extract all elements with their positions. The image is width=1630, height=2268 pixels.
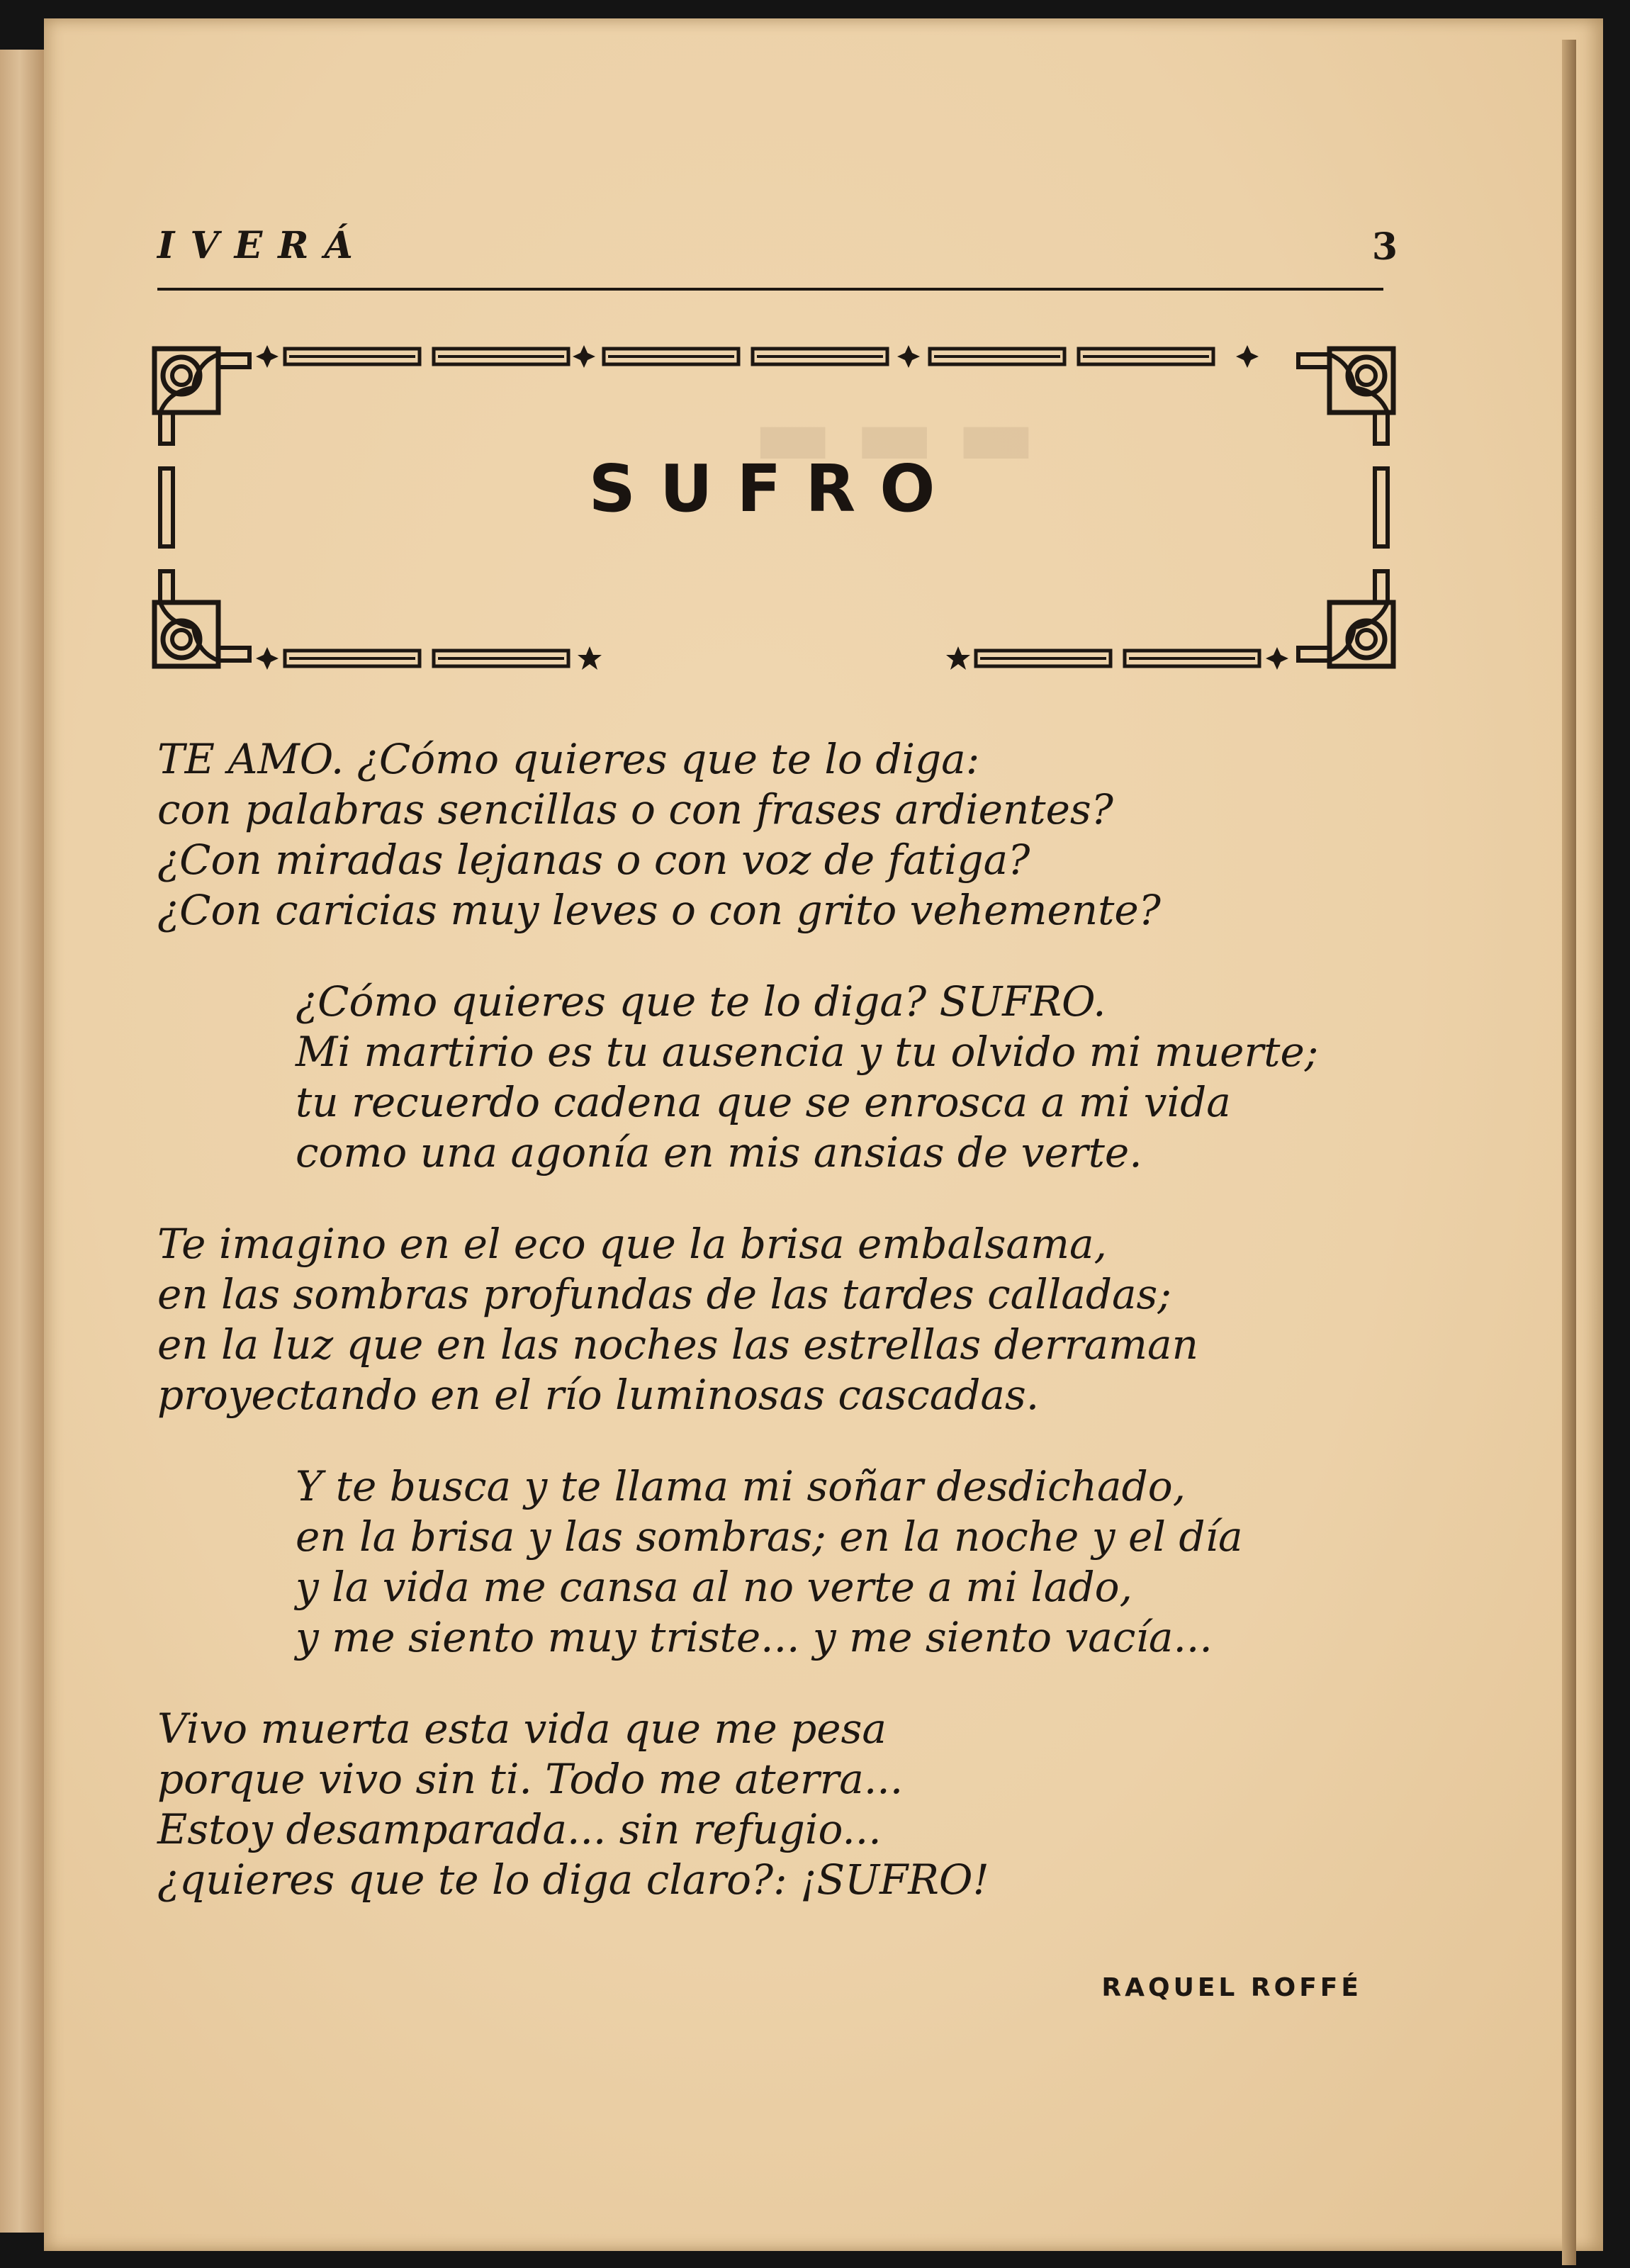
poem-line: en las sombras profundas de las tardes calladas; bbox=[157, 1270, 1171, 1318]
page-number: 3 bbox=[1371, 225, 1398, 269]
poem-line: ¿Con caricias muy leves o con grito vehemente? bbox=[157, 886, 1161, 934]
stanza-1 bbox=[157, 734, 1433, 936]
poem-line: porque vivo sin ti. Todo me aterra... bbox=[157, 1755, 904, 1803]
poem-line: ¿Cómo quieres que te lo diga? SUFRO. bbox=[296, 977, 1106, 1026]
poem-line: Te imagino en el eco que la brisa embalsama, bbox=[157, 1220, 1107, 1268]
poem-line: y me siento muy triste... y me siento vacía... bbox=[296, 1613, 1213, 1661]
poem-line: en la luz que en las noches las estrellas derraman bbox=[157, 1320, 1198, 1369]
poem-body bbox=[157, 734, 1433, 1905]
poem-line: y la vida me cansa al no verte a mi lado, bbox=[296, 1563, 1132, 1611]
author-signature: RAQUEL ROFFÉ bbox=[1101, 1973, 1362, 2002]
book-spine bbox=[0, 50, 47, 2233]
poem-line: ¿Con miradas lejanas o con voz de fatiga? bbox=[157, 836, 1030, 884]
poem-line: Vivo muerta esta vida que me pesa bbox=[157, 1705, 887, 1753]
poem-line: Y te busca y te llama mi soñar desdichado, bbox=[296, 1462, 1186, 1510]
stanza-3 bbox=[157, 1219, 1433, 1420]
poem-line: tu recuerdo cadena que se enrosca a mi vida bbox=[296, 1078, 1231, 1126]
page-edge bbox=[1562, 40, 1576, 2265]
stanza-4 bbox=[157, 1461, 1433, 1663]
poem-line: en la brisa y las sombras; en la noche y el día bbox=[296, 1512, 1243, 1561]
ornamental-title-frame bbox=[150, 344, 1398, 670]
bleed-through-mark: ▬▬▬ bbox=[753, 387, 1058, 485]
poem-line: con palabras sencillas o con frases ardientes? bbox=[157, 785, 1113, 833]
page bbox=[44, 18, 1603, 2251]
poem-line: Estoy desamparada... sin refugio... bbox=[157, 1805, 882, 1853]
stanza-5 bbox=[157, 1704, 1433, 1905]
poem-line: proyectando en el río luminosas cascadas. bbox=[157, 1371, 1040, 1419]
poem-line: ¿quieres que te lo diga claro?: ¡SUFRO! bbox=[157, 1856, 989, 1904]
running-head: IVERÁ bbox=[157, 224, 369, 267]
header-rule bbox=[157, 288, 1383, 291]
poem-line: TE AMO. ¿Cómo quieres que te lo diga: bbox=[157, 735, 980, 783]
stanza-2 bbox=[157, 977, 1433, 1178]
poem-title: SUFRO bbox=[588, 451, 960, 527]
poem-line: Mi martirio es tu ausencia y tu olvido mi muerte; bbox=[296, 1028, 1319, 1076]
poem-line: como una agonía en mis ansias de verte. bbox=[296, 1128, 1142, 1177]
